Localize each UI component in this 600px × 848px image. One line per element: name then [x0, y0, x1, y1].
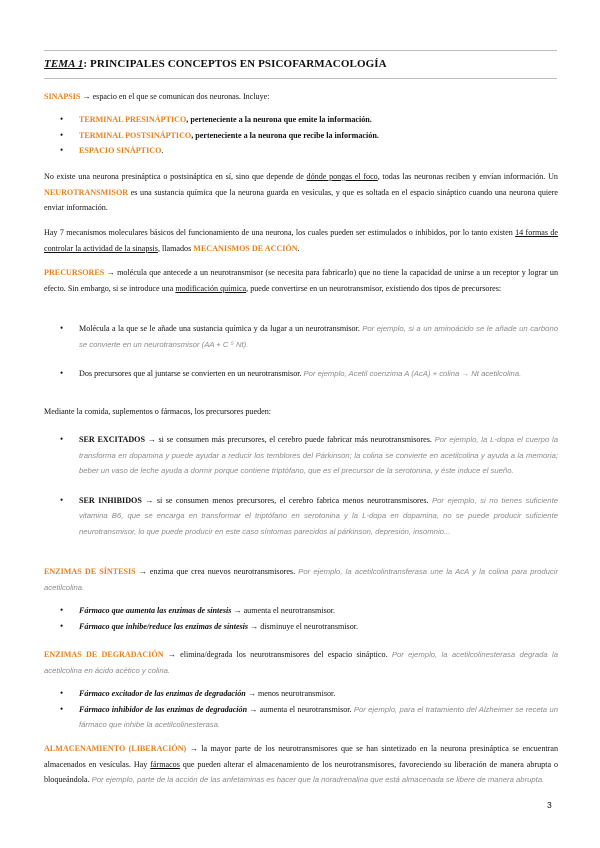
list-item: • ESPACIO SINÁPTICO.	[60, 143, 558, 159]
list-item: • Molécula a la que se le añade una sustancia química y da lugar a un neurotransmisor. Por ejemplo, si a un aminoácido se le añade un carbono se convierte en un neurotransmisor (AA + C ⁵ Nt).	[60, 321, 558, 352]
precursores-paragraph: PRECURSORES → molécula que antecede a un neurotransmisor (se necesita para fabricarlo) que no tiene la capacidad de unirse a un receptor y lograr un efecto. Sin embargo, si se introduce una modificación química, puede convertirse en un neurotransmisor, existiendo dos tipos de precursores:	[44, 268, 558, 293]
list-item: • Fármaco que inhibe/reduce las enzimas de síntesis → disminuye el neurotransmisor.	[60, 619, 558, 635]
page-number: 3	[547, 800, 552, 810]
list-item: • TERMINAL PRESINÁPTICO, perteneciente a la neurona que emite la información.	[60, 112, 558, 128]
enzimas-sintesis-paragraph: ENZIMAS DE SÍNTESIS → enzima que crea nuevos neurotransmisores. Por ejemplo, la acetilcolintransferasa une la AcA y la colina para producir acetilcolina.	[44, 567, 559, 592]
degradacion-list	[60, 686, 558, 733]
sinapsis-list	[60, 112, 558, 159]
enzimas-degradacion-paragraph: ENZIMAS DE DEGRADACIÓN → elimina/degrada los neurotransmisores del espacio sináptico. Por ejemplo, la acetilcolinesterasa degrada la acetilcolina en ácido acético y colina.	[44, 650, 558, 675]
precursores-list	[60, 321, 558, 382]
sinapsis-paragraph: SINAPSIS → espacio en el que se comunican dos neuronas. Incluye:	[44, 92, 270, 101]
almacenamiento-paragraph: ALMACENAMIENTO (LIBERACIÓN) → la mayor parte de los neurotransmisores que se han sintetizado en la neurona presináptica se encuentran almacenados en vesículas. Hay fármacos que pueden alterar el almacenamiento de los neurotransmisores, favoreciendo su liberación de manera abrupta o bloqueándola. Por ejemplo, parte de la acción de las anfetaminas es hacer que la noradrenalina que está almacenada se libere de manera abrupta.	[44, 744, 558, 785]
list-item: • Fármaco que aumenta las enzimas de síntesis → aumenta el neurotransmisor.	[60, 603, 558, 619]
title-rule	[44, 78, 557, 79]
list-item: • Dos precursores que al juntarse se convierten en un neurotransmisor. Por ejemplo, Acetil coenzima A (AcA) + colina → Nt acetilcolina.	[60, 366, 558, 382]
sintesis-list	[60, 603, 558, 634]
modulacion-list	[60, 432, 558, 540]
list-item: • SER INHIBIDOS → si se consumen menos precursores, el cerebro fabrica menos neurotransmisores. Por ejemplo, si no tienes suficiente vitamina B6, que se encarga en transformar el triptófano en serotonina y la L-dopa en dopamina, no se puede producir suficiente neurotransmisor, lo que puede producir en este caso síntomas parecidos al párkinson, depresión, insomnio...	[60, 493, 558, 540]
page-title: TEMA 1: PRINCIPALES CONCEPTOS EN PSICOFARMACOLOGÍA	[44, 58, 387, 70]
list-item: • SER EXCITADOS → si se consumen más precursores, el cerebro puede fabricar más neurotransmisores. Por ejemplo, la L-dopa el cuerpo la transforma en dopamina y puede ayudar a reducir los temblores del Párkinson; la colina se convierte en acetilcolina y ayuda a la memoria; beber un vaso de leche ayuda a dormir porque contiene triptófano, que es el precursor de la serotonina, y éste induce el sueño.	[60, 432, 558, 479]
list-item: • TERMINAL POSTSINÁPTICO, perteneciente a la neurona que recibe la información.	[60, 128, 558, 144]
list-item: • Fármaco excitador de las enzimas de degradación → menos neurotransmisor.	[60, 686, 558, 702]
neurotransmisor-paragraph: No existe una neurona presináptica o postsináptica en sí, sino que depende de dónde pongas el foco, todas las neuronas reciben y envían información. Un NEUROTRANSMISOR es una sustancia química que la neurona guarda en vesículas, y que es soltada en el espacio sináptico cuando una neurona quiere enviar información.	[44, 172, 558, 213]
top-rule	[44, 50, 557, 51]
mecanismos-paragraph: Hay 7 mecanismos moleculares básicos del funcionamiento de una neurona, los cuales pueden ser estimulados o inhibidos, por lo tanto existen 14 formas de controlar la actividad de la sinapsis, llamados MECANISMOS DE ACCIÓN.	[44, 228, 558, 253]
list-item: • Fármaco inhibidor de las enzimas de degradación → aumenta el neurotransmisor. Por ejemplo, para el tratamiento del Alzheimer se receta un fármaco que inhibe la acetilcolinesterasa.	[60, 702, 558, 733]
mediante-paragraph: Mediante la comida, suplementos o fármacos, los precursores pueden:	[44, 407, 272, 416]
